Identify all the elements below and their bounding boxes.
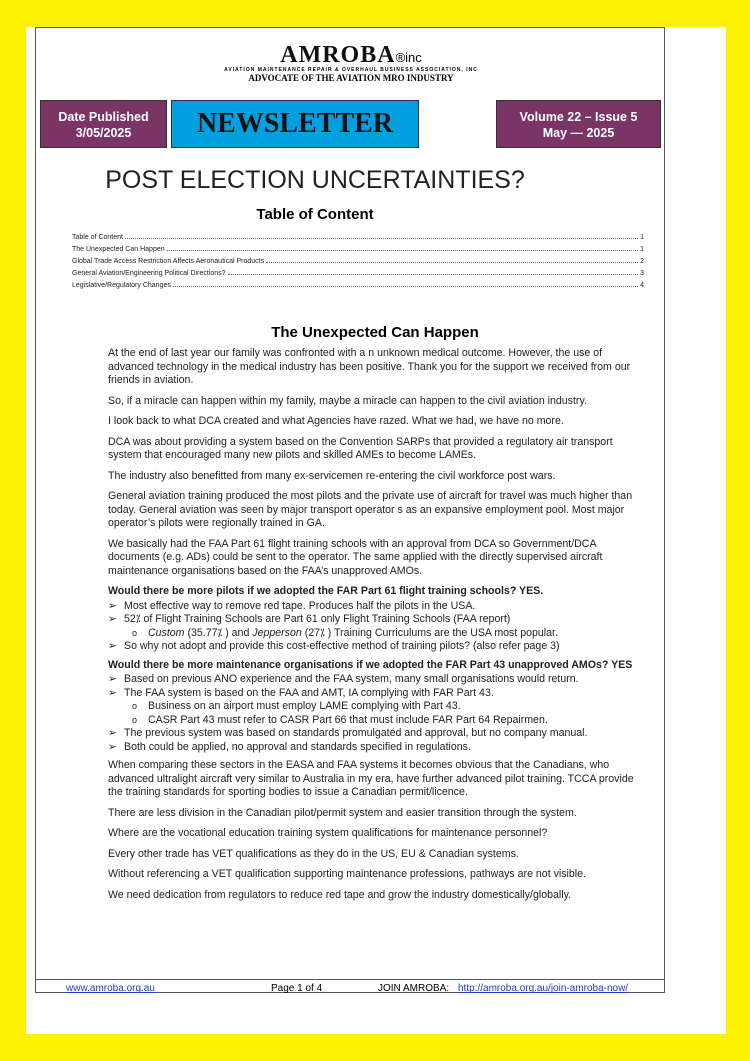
paragraph: Every other trade has VET qualifications as they do in the US, EU & Canadian systems. — [108, 847, 519, 860]
toc-dots — [266, 262, 638, 263]
paragraph: I look back to what DCA created and what Agencies have razed. What we had, we have no more. — [108, 415, 564, 427]
tagline: ADVOCATE OF THE AVIATION MRO INDUSTRY — [248, 73, 454, 83]
bullet-item: ➢ The previous system was based on standards promulgated and approval, but no company manual. — [108, 727, 648, 741]
paragraph: There are less division in the Canadian pilot/permit system and easier transition through the system. — [108, 806, 577, 819]
volume-label: Volume 22 – Issue 5 — [519, 110, 638, 124]
curriculum-custom: Custom — [148, 626, 185, 639]
toc-item-label: Table of Content — [72, 234, 123, 241]
toc-item[interactable] — [72, 277, 644, 289]
issue-box — [496, 100, 661, 148]
website-link[interactable]: www.amroba.org.au — [66, 983, 155, 994]
paragraph: So, if a miracle can happen within my family, maybe a miracle can happen to the civil aviation industry. — [108, 394, 587, 407]
association-name: AVIATION MAINTENANCE REPAIR & OVERHAUL BUSINESS ASSOCIATION, INC — [224, 67, 478, 73]
toc-item[interactable] — [72, 265, 644, 277]
page-number: Page 1 of 4 — [271, 983, 323, 994]
curriculum-jepperson: Jepperson — [252, 626, 302, 639]
date-box — [40, 100, 167, 148]
date-value: 3/05/2025 — [75, 126, 132, 140]
logo-text: AMROBA — [280, 42, 396, 68]
join-link[interactable]: http://amroba.org.au/join-amroba-now/ — [458, 983, 629, 994]
toc-item-page: 4 — [640, 282, 644, 289]
text-fragment: (27⁒ ) Training Curriculums are the USA most popular. — [301, 626, 558, 639]
bullet-item: ➢ So why not adopt and provide this cost-effective method of training pilots? (also refer page 3) — [108, 640, 648, 654]
question-heading: Would there be more pilots if we adopted the FAR Part 61 flight training schools? YES. — [108, 585, 544, 597]
toc-item[interactable] — [72, 253, 644, 265]
toc-dots — [228, 274, 639, 275]
article-body — [108, 347, 648, 909]
paragraph: Without referencing a VET qualification supporting maintenance professions, pathways are not visible. — [108, 868, 586, 880]
paragraph: Where are the vocational education training system qualifications for maintenance personnel? — [108, 827, 548, 839]
date-label: Date Published — [58, 110, 149, 124]
issue-month: May — 2025 — [542, 126, 615, 140]
toc-dots — [125, 238, 638, 239]
newsletter-title: NEWSLETTER — [171, 100, 419, 148]
question-heading: Would there be more maintenance organisations if we adopted the FAR Part 43 unapproved AMOs? YES — [108, 658, 633, 671]
sub-bullet-item — [108, 627, 648, 641]
masthead — [36, 42, 666, 83]
toc-item[interactable] — [72, 241, 644, 253]
paragraph: General aviation training produced the most pilots and the private use of aircraft for travel was much higher than today. General aviation was seen by major transport operator s as an expansive employment pool. Most major operator’s pilots were regionally trained in GA. — [108, 490, 633, 529]
toc-item-label: Global Trade Access Restriction Affects Aeronautical Products — [72, 258, 265, 265]
paragraph: When comparing these sectors in the EASA and FAA systems it becomes obvious that the Canadians, who advanced ultralight aircraft very similar to Australia in my era, have further advanced pilot training. TCCA provide the training standards for sporting bodies to issue a Canadian permit/licence. — [108, 759, 634, 798]
toc-dots — [167, 250, 638, 251]
text-fragment: (35.77⁒ ) and — [184, 626, 253, 639]
page-title: POST ELECTION UNCERTAINTIES? — [105, 166, 525, 194]
footer — [66, 983, 686, 999]
toc-item-page: 3 — [640, 270, 644, 277]
paragraph: DCA was about providing a system based on the Convention SARPs that provided a regulatory air transport system that encouraged many new pilots and skilled AMEs to become LAMEs. — [108, 435, 613, 461]
toc-item[interactable] — [72, 229, 644, 241]
header-band — [36, 100, 664, 148]
bullet-item: ➢ 52⁒ of Flight Training Schools are Part 61 only Flight Training Schools (FAA report) — [108, 613, 648, 627]
bullet-item: ➢ Most effective way to remove red tape. Produces half the pilots in the USA. — [108, 600, 648, 614]
logo-inc: ®inc — [395, 50, 422, 65]
paragraph: The industry also benefitted from many ex-servicemen re-entering the civil workforce post wars. — [108, 469, 556, 482]
section-heading: The Unexpected Can Happen — [271, 324, 479, 341]
bullet-item: ➢ The FAA system is based on the FAA and AMT, IA complying with FAR Part 43. — [108, 687, 648, 701]
sub-bullet-item: o Business on an airport must employ LAME complying with Part 43. — [108, 700, 648, 714]
toc-item-page: 1 — [640, 234, 644, 241]
toc-item-page: 2 — [640, 258, 644, 265]
paragraph: At the end of last year our family was confronted with a n unknown medical outcome. However, the use of advanced technology in the medical industry has been positive. Thank you for the support we received from our friends in aviation. — [108, 347, 631, 386]
sub-bullet-item: o CASR Part 43 must refer to CASR Part 66 that must include FAR Part 64 Repairmen. — [108, 714, 648, 728]
toc-item-label: Legislative/Regulatory Changes — [72, 282, 171, 289]
bullet-item: ➢ Based on previous ANO experience and the FAA system, many small organisations would return. — [108, 673, 648, 687]
table-of-contents — [72, 229, 644, 289]
toc-item-label: The Unexpected Can Happen — [72, 246, 165, 253]
toc-item-label: General Aviation/Engineering Political Directions? — [72, 270, 226, 277]
bullet-item: ➢ Both could be applied, no approval and standards specified in regulations. — [108, 741, 648, 755]
paragraph: We basically had the FAA Part 61 flight training schools with an approval from DCA so Government/DCA documents (e.g. ADs) could be sent to the operator. The same applied with the directly supervised aircraft maintenance organisations based on the FAA’s unapproved AMOs. — [108, 537, 603, 577]
footer-divider — [35, 979, 665, 980]
toc-dots — [173, 286, 638, 287]
toc-heading: Table of Content — [256, 206, 374, 223]
logo — [36, 42, 666, 69]
join-label: JOIN AMROBA: — [378, 983, 450, 994]
toc-item-page: 1 — [640, 246, 644, 253]
paragraph: We need dedication from regulators to reduce red tape and grow the industry domestically/globally. — [108, 888, 572, 901]
